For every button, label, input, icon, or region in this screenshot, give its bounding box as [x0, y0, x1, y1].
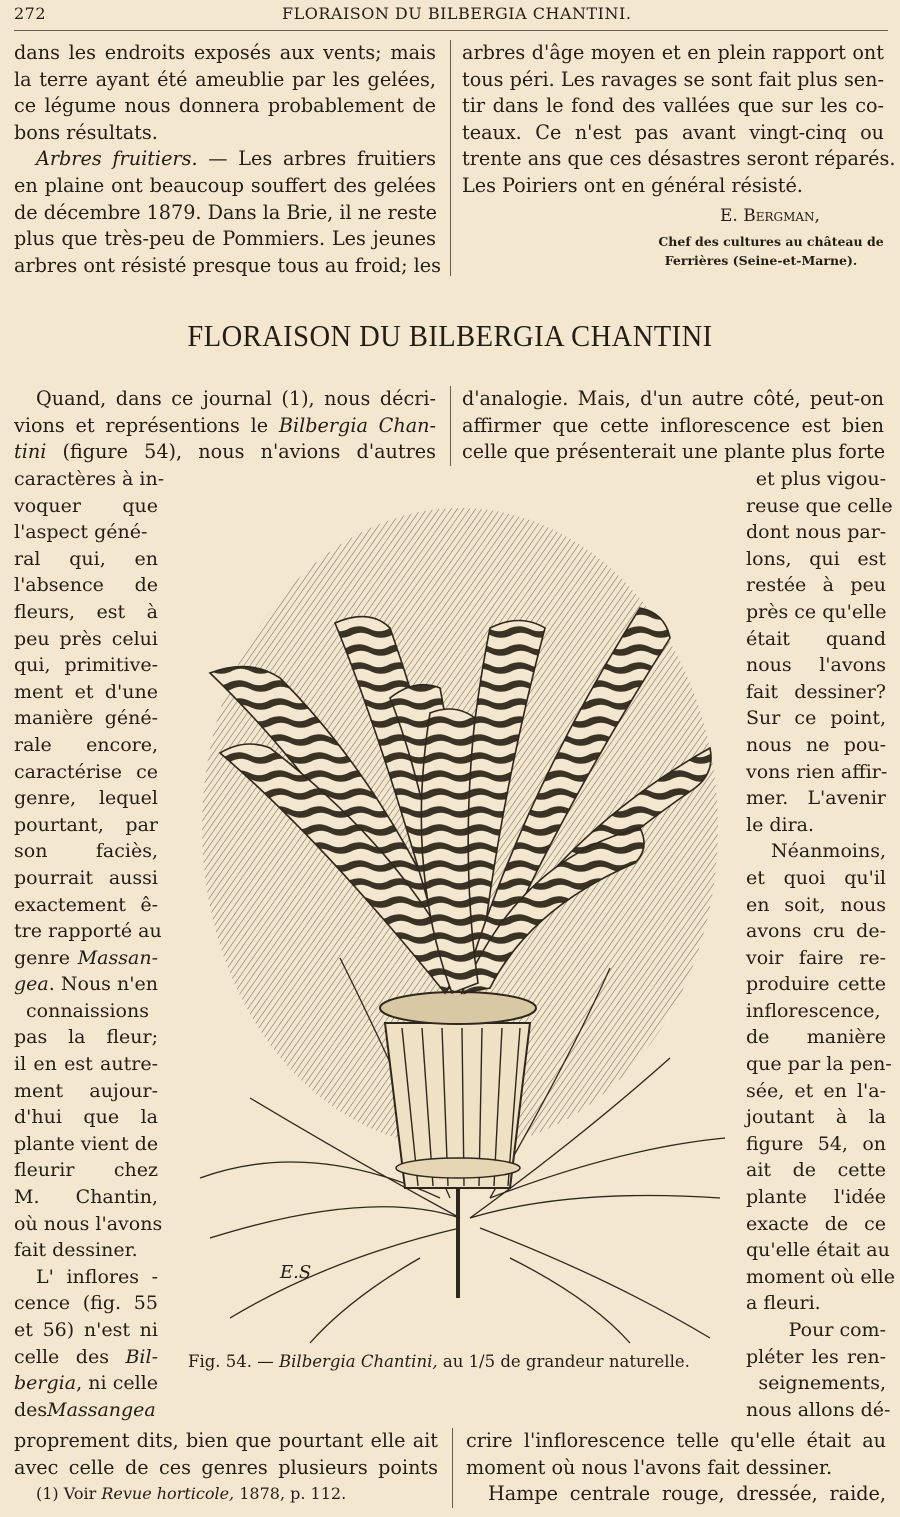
text-line: Arbres fruitiers. — Les arbres fruitiers	[36, 147, 436, 171]
artist-mark: E.S	[280, 1262, 312, 1283]
signature-place: Ferrières (Seine-et-Marne).	[664, 253, 858, 268]
text-line: caractères à in-	[14, 468, 165, 490]
text-line: qui, primitive-	[14, 654, 158, 677]
text-line: pas la fleur;	[14, 1026, 158, 1049]
text-line: plante l'idée	[746, 1186, 886, 1209]
page-number: 272	[14, 4, 47, 23]
text-line: en soit, nous	[746, 893, 886, 916]
text-line: était quand	[746, 627, 886, 650]
text-line: pourtant, par	[14, 813, 158, 836]
text-line: gea. Nous n'en	[14, 973, 158, 996]
text-line: dans les endroits exposés aux vents; mais	[14, 41, 436, 64]
text-line: Hampe centrale rouge, dressée, raide,	[488, 1482, 886, 1506]
flower-pot	[380, 992, 536, 1298]
text-line: seignements,	[758, 1372, 886, 1395]
text-line: et quoi qu'il	[746, 866, 886, 889]
text-line: fleurs, est à	[14, 600, 158, 623]
figure-caption: Fig. 54. — Bilbergia Chantini, au 1/5 de grandeur naturelle.	[188, 1352, 690, 1371]
text-line: le dira.	[746, 813, 815, 836]
text-line: exactement ê-	[14, 893, 158, 916]
text-line: de décembre 1879. Dans la Brie, il ne reste	[14, 200, 437, 224]
text-line: ment aujour-	[14, 1079, 158, 1102]
intro-left	[14, 386, 436, 466]
text-line: et plus vigou-	[755, 468, 886, 490]
text-line: ce légume nous donnera probablement de	[14, 94, 436, 118]
text-line: moment où nous l'avons fait dessiner.	[466, 1455, 833, 1479]
text-line: fait dessiner.	[14, 1239, 138, 1262]
text-line: tini (figure 54), nous n'avions d'autres	[14, 440, 436, 464]
text-line: Néanmoins,	[771, 840, 886, 863]
text-line: plus que très-peu de Pommiers. Les jeunes	[14, 227, 436, 251]
text-line: inflorescence,	[746, 999, 881, 1022]
text-line: bergia, ni celle	[14, 1372, 158, 1395]
text-line: tous péri. Les ravages se sont fait plus sen-	[462, 67, 884, 91]
text-line: en plaine ont beaucoup souffert des gelées	[14, 173, 436, 197]
text-line: qu'elle était au	[746, 1239, 890, 1262]
text-line: vons rien affir-	[746, 760, 888, 783]
text-line: fleurir chez	[14, 1159, 158, 1182]
text-line: teaux. Ce n'est pas avant vingt-cinq ou	[462, 120, 884, 144]
text-line: tir dans le fond des vallées que sur les co-	[462, 94, 884, 118]
text-line: Sur ce point,	[746, 707, 886, 730]
text-line: lons, qui est	[746, 547, 886, 570]
text-line: rale encore,	[14, 733, 158, 756]
intro-right	[462, 386, 884, 466]
top-right-column	[462, 40, 896, 200]
text-line: nous allons dé-	[746, 1398, 891, 1421]
text-line: il en est autre-	[14, 1053, 158, 1076]
text-line: affirmer que cette inflorescence est bien	[462, 413, 884, 437]
text-line: d'analogie. Mais, d'un autre côté, peut-on	[462, 387, 884, 410]
text-line: genre Massan-	[14, 946, 158, 969]
text-line: a fleuri.	[746, 1292, 821, 1315]
text-line: moment où elle	[746, 1265, 895, 1288]
bottom-right	[466, 1428, 886, 1508]
text-line: et 56) n'est ni	[14, 1319, 158, 1341]
text-line: avons cru de-	[746, 920, 886, 943]
text-line: bons résultats.	[14, 120, 158, 144]
text-line: ait de cette	[746, 1159, 886, 1182]
column-rule	[450, 386, 451, 466]
running-title: FLORAISON DU BILBERGIA CHANTINI.	[282, 4, 632, 23]
text-line: M. Chantin,	[14, 1186, 158, 1209]
text-line: caractérise ce	[14, 760, 158, 783]
text-line: près ce qu'elle	[746, 600, 887, 623]
text-line: desMassangea	[14, 1398, 156, 1421]
text-line: exacte de ce	[746, 1212, 886, 1235]
text-line: connaissions	[26, 999, 149, 1022]
text-line: L' inflores -	[36, 1265, 158, 1288]
text-line: d'hui que la	[14, 1106, 158, 1129]
bottom-left	[14, 1428, 438, 1481]
text-line: de manière	[746, 1026, 886, 1049]
text-line: fait dessiner?	[746, 680, 886, 703]
text-line: arbres d'âge moyen et en plein rapport ont	[462, 41, 884, 64]
text-line: produire cette	[746, 973, 886, 996]
text-line: joutant à la	[746, 1106, 886, 1129]
italic-term: Arbres fruitiers.	[36, 147, 198, 171]
text-line: arbres ont résisté presque tous au froid; les	[14, 253, 441, 277]
text-line: ral qui, en	[14, 547, 158, 570]
text-line: Pour com-	[788, 1319, 886, 1341]
text-line: où nous l'avons	[14, 1212, 163, 1235]
text-line: celle que présenterait une plante plus forte	[462, 440, 886, 464]
text-line: peu près celui	[14, 627, 158, 650]
narrow-right-column	[746, 466, 895, 1423]
text-line: sée, et en l'a-	[746, 1079, 886, 1102]
narrow-left-column	[14, 466, 165, 1423]
text-line: mer. L'avenir	[746, 787, 886, 810]
signature-name: E. Bergman,	[720, 206, 820, 226]
footnote: (1) Voir Revue horticole, 1878, p. 112.	[36, 1484, 347, 1503]
text-line: manière géné-	[14, 707, 158, 730]
text-line: la terre ayant été ameublie par les gelées,	[14, 67, 436, 91]
text-line: plante vient de	[14, 1132, 159, 1155]
header-rule	[14, 30, 888, 31]
text-line: figure 54, on	[746, 1132, 886, 1155]
signature-role: Chef des cultures au château de	[658, 234, 884, 249]
text-line: l'aspect géné-	[14, 521, 148, 544]
text-line: tre rapporté au	[14, 920, 162, 943]
article-title: FLORAISON DU BILBERGIA CHANTINI	[187, 318, 713, 353]
text-line: nous l'avons	[746, 654, 886, 677]
text-line: ment et d'une	[14, 680, 158, 703]
bilbergia-engraving	[190, 498, 730, 1348]
text-line: restée à peu	[746, 574, 886, 597]
text-line: celle des Bil-	[14, 1345, 158, 1368]
text-line: cence (fig. 55	[14, 1292, 158, 1315]
text-line: avec celle de ces genres plusieurs points	[14, 1455, 438, 1479]
text-line: proprement dits, bien que pourtant elle ait	[14, 1429, 438, 1452]
text-line: son faciès,	[14, 840, 158, 863]
text-line: crire l'inflorescence telle qu'elle était au	[466, 1429, 886, 1452]
text-line: voir faire re-	[746, 946, 886, 969]
column-rule	[452, 1428, 453, 1508]
text-line: dont nous par-	[746, 521, 887, 544]
text-line: genre, lequel	[14, 787, 158, 810]
text-line: pléter les ren-	[746, 1345, 886, 1368]
text-line: Les Poiriers ont en général résisté.	[462, 173, 803, 197]
top-left-column	[14, 40, 441, 279]
text-line: l'absence de	[14, 574, 158, 597]
text-line: trente ans que ces désastres seront réparés.	[462, 147, 896, 171]
text-line: que par la pen-	[746, 1053, 892, 1076]
text-line: vions et représentions le Bilbergia Chan-	[14, 413, 437, 437]
text-line: nous ne pou-	[746, 733, 886, 756]
text-line: voquer que	[14, 494, 158, 517]
text-line: reuse que celle	[746, 494, 893, 517]
column-rule	[450, 40, 451, 276]
text-line: Quand, dans ce journal (1), nous décri-	[36, 387, 436, 410]
text-line: pourrait aussi	[14, 866, 158, 889]
